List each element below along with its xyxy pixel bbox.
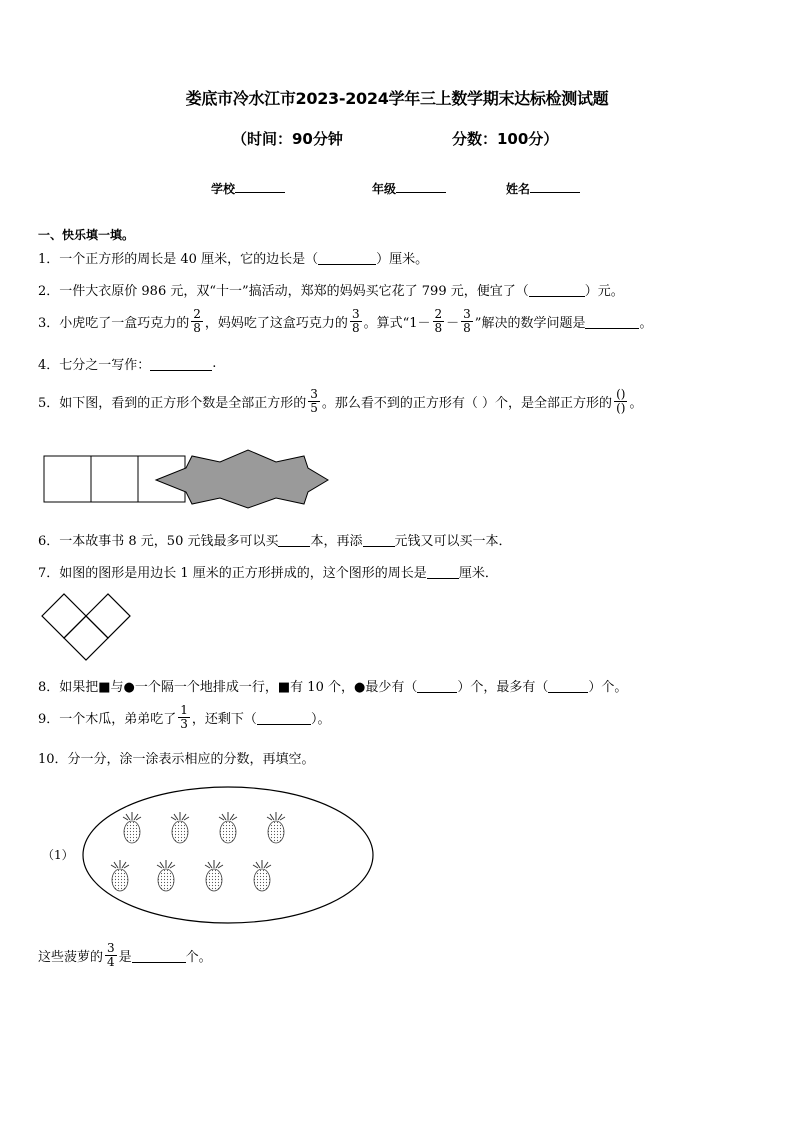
pineapple-icon [219, 812, 237, 843]
q3-text-b: ，妈妈吃了这盒巧克力的 [204, 316, 348, 331]
question-9 [38, 704, 330, 731]
star-cover-shape [156, 450, 328, 508]
q10-numerator: 3 [107, 941, 115, 955]
name-blank[interactable] [530, 180, 580, 193]
q10-text-d: 个。 [185, 950, 212, 965]
q3-fraction-2 [350, 308, 362, 335]
q10-answer-line [38, 942, 212, 969]
q4-blank[interactable] [150, 356, 212, 371]
q4-text-end: . [212, 356, 217, 371]
pineapple-icon [253, 860, 271, 891]
q9-text-a: 9．一个木瓜，弟弟吃了 [38, 712, 177, 727]
q3-fraction-4 [461, 308, 473, 335]
page-title: 娄底市冷水江市2023-2024学年三上数学期末达标检测试题 [185, 89, 609, 108]
q6-text-a: 6．一本故事书 8 元，50 元钱最多可以买 [38, 534, 279, 549]
question-7 [38, 562, 498, 581]
q3-text-a: 3．小虎吃了一盒巧克力的 [38, 316, 190, 331]
q3-fraction-1 [191, 308, 203, 335]
q3-text-e: ”解决的数学问题是 [474, 316, 586, 331]
q3-blank[interactable] [585, 314, 639, 329]
q8-text-c: ）个。 [588, 680, 628, 695]
q7-square-right [86, 594, 130, 638]
q5-squares-figure [40, 448, 340, 510]
q5-f1-denominator: 5 [310, 401, 318, 415]
q2-text-end: ）元。 [584, 284, 624, 299]
q10-sub-label-text: （1） [42, 848, 74, 862]
q10-text-b: 这些菠萝的 [38, 950, 104, 965]
q7-blank[interactable] [427, 564, 459, 579]
question-10 [38, 748, 315, 767]
pineapple-icon [171, 812, 189, 843]
q7-square-left [42, 594, 86, 638]
q5-text-c: 。 [629, 396, 643, 411]
q5-square-1 [44, 456, 91, 502]
grouping-ellipse [83, 787, 373, 923]
question-3 [38, 308, 652, 335]
q1-blank[interactable] [318, 250, 376, 265]
q6-text-c: 元钱又可以买一本． [394, 534, 512, 549]
q3-f4-numerator: 3 [463, 307, 471, 321]
question-2 [38, 280, 624, 299]
q10-sub-label [42, 846, 74, 863]
q8-blank-2[interactable] [548, 678, 588, 693]
pineapple-ellipse-figure[interactable] [80, 784, 376, 926]
pineapple-icon [267, 812, 285, 843]
exam-time: （时间：90分钟 [232, 130, 343, 148]
grade-field [372, 180, 446, 197]
q3-text-f: 。 [639, 316, 653, 331]
q5-f2-numerator: () [616, 387, 626, 401]
q7-diamond-figure [40, 588, 136, 664]
q10-text-c: 是 [118, 950, 132, 965]
q7-square-bottom [64, 616, 108, 660]
q10-text: 10．分一分，涂一涂表示相应的分数，再填空。 [38, 752, 315, 767]
q5-fraction-2 [614, 388, 627, 415]
q1-text-end: ）厘米。 [376, 252, 429, 267]
name-field [506, 180, 580, 197]
grade-label: 年级 [372, 182, 397, 196]
school-blank[interactable] [235, 180, 285, 193]
grade-blank[interactable] [396, 180, 446, 193]
q2-blank[interactable] [529, 282, 585, 297]
question-1 [38, 248, 428, 267]
q3-f1-numerator: 2 [193, 307, 201, 321]
q9-blank[interactable] [257, 710, 311, 725]
question-8 [38, 676, 627, 695]
question-4 [38, 354, 216, 373]
q9-fraction [178, 704, 190, 731]
q3-f3-denominator: 8 [434, 321, 443, 335]
q5-f1-numerator: 3 [310, 387, 318, 401]
pineapple-icon [111, 860, 129, 891]
q7-text-end: 厘米． [458, 566, 498, 581]
q5-text-a: 5．如下图，看到的正方形个数是全部正方形的 [38, 396, 307, 411]
q9-text-c: ）。 [310, 712, 331, 727]
q6-blank-2[interactable] [363, 532, 395, 547]
pineapple-icon [205, 860, 223, 891]
q5-square-2 [91, 456, 138, 502]
q6-blank-1[interactable] [278, 532, 310, 547]
q1-text: 1．一个正方形的周长是 40 厘米，它的边长是（ [38, 252, 319, 267]
q3-f3-numerator: 2 [434, 307, 443, 321]
q8-text-b: ）个，最多有（ [457, 680, 549, 695]
q9-text-b: ，还剩下（ [191, 712, 257, 727]
question-5 [38, 388, 642, 415]
school-label: 学校 [211, 182, 236, 196]
q5-text-b: 。那么看不到的正方形有（ ）个，是全部正方形的 [321, 396, 613, 411]
q4-text: 4．七分之一写作： [38, 358, 151, 373]
pineapple-icon [157, 860, 175, 891]
q8-blank-1[interactable] [417, 678, 457, 693]
q3-text-c: 。算式“1－ [363, 316, 431, 331]
school-field [211, 180, 285, 197]
q3-fraction-3 [433, 308, 445, 335]
q6-text-b: 本，再添 [310, 534, 363, 549]
q2-text: 2．一件大衣原价 986 元，双“十一”搞活动，郑郑的妈妈买它花了 799 元，便宜了（ [38, 284, 529, 299]
q9-denominator: 3 [180, 717, 188, 731]
q3-text-d: － [446, 316, 460, 331]
q7-text: 7．如图的图形是用边长 1 厘米的正方形拼成的，这个图形的周长是 [38, 566, 427, 581]
q3-f2-numerator: 3 [351, 307, 360, 321]
q10-blank[interactable] [132, 948, 186, 963]
q5-f2-denominator: () [616, 401, 626, 415]
section-heading: 一、快乐填一填。 [38, 228, 135, 242]
q10-denominator: 4 [107, 955, 115, 969]
q3-f4-denominator: 8 [463, 321, 471, 335]
exam-score: 分数：100分） [452, 130, 559, 148]
q3-f2-denominator: 8 [351, 321, 360, 335]
q5-fraction-1 [308, 388, 320, 415]
name-label: 姓名 [506, 182, 531, 196]
question-6 [38, 530, 512, 549]
q8-text-a: 8．如果把■与●一个隔一个地排成一行，■有 10 个，●最少有（ [38, 680, 418, 695]
q10-fraction [105, 942, 117, 969]
pineapple-icon [123, 812, 141, 843]
q3-f1-denominator: 8 [193, 321, 201, 335]
q9-numerator: 1 [180, 703, 188, 717]
